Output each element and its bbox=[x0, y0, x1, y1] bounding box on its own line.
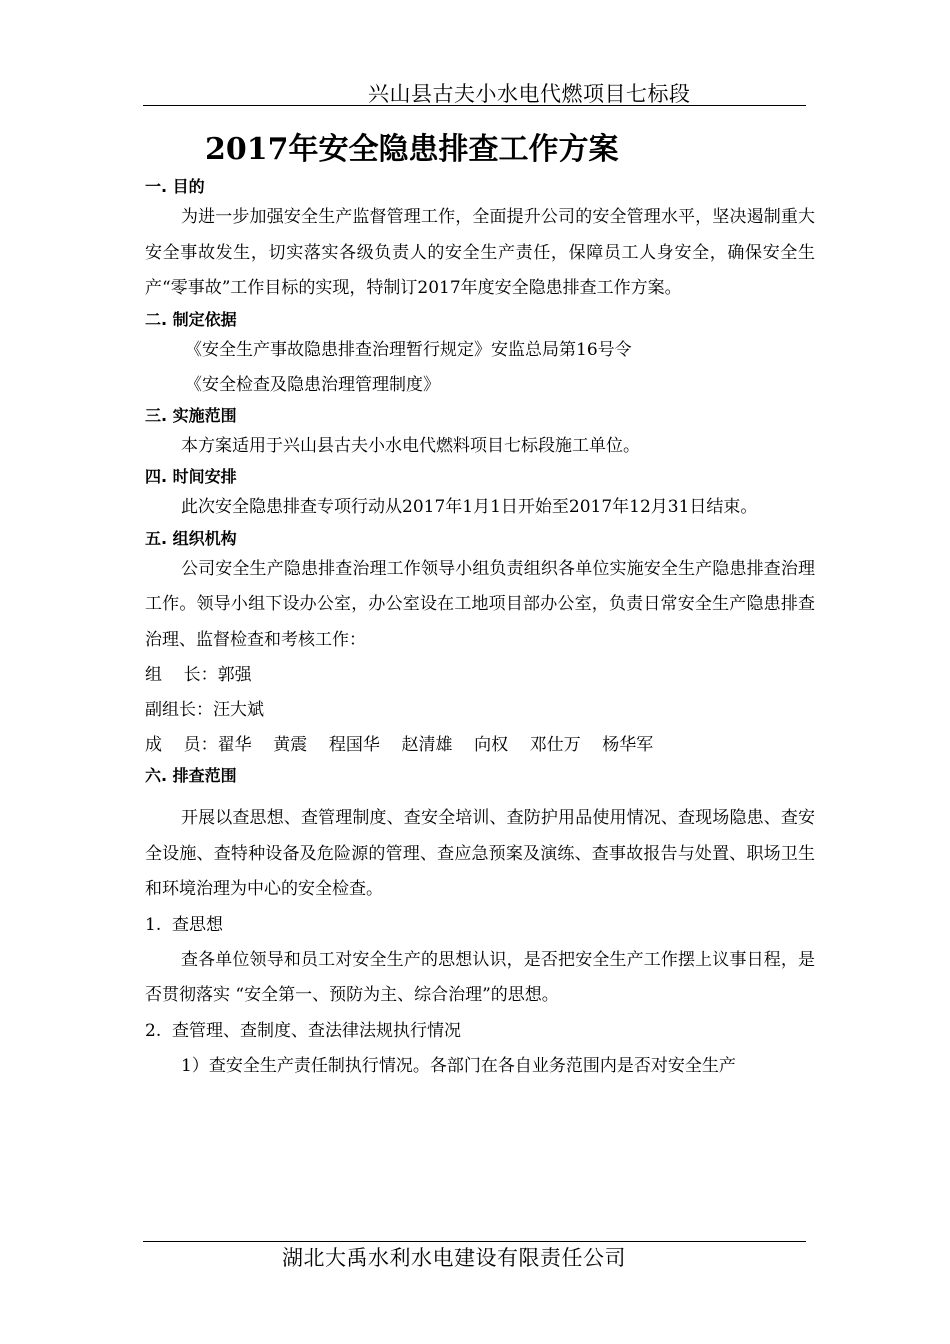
team-leader: 组 长：郭强 bbox=[145, 665, 252, 685]
paragraph-purpose: 为进一步加强安全生产监督管理工作，全面提升公司的安全管理水平，坚决遏制重大安全事故发生，切实落实各级负责人的安全生产责任，保障员工人身安全，确保安全生产“零事故”工作目标的实现，特制订2017年度安全隐患排查工作方案。 bbox=[145, 207, 815, 298]
header-project-name: 兴山县古夫小水电代燃项目七标段 bbox=[368, 82, 691, 106]
section-heading-inspection-scope: 六. 排查范围 bbox=[145, 766, 237, 785]
section-heading-scope: 三. 实施范围 bbox=[145, 405, 237, 425]
paragraph-scope: 本方案适用于兴山县古夫小水电代燃料项目七标段施工单位。 bbox=[181, 435, 640, 456]
spacer bbox=[145, 789, 815, 801]
basis-item-2: 《安全检查及隐患治理管理制度》 bbox=[185, 374, 440, 395]
paragraph-responsibility: 1）查安全生产责任制执行情况。各部门在各自业务范围内是否对安全生产 bbox=[181, 1055, 736, 1076]
basis-item-1: 《安全生产事故隐患排查治理暂行规定》安监总局第16号令 bbox=[185, 339, 632, 360]
document-title: 2017年安全隐患排查工作方案 bbox=[205, 132, 619, 167]
section-heading-schedule: 四. 时间安排 bbox=[145, 467, 237, 486]
paragraph-inspection-scope: 开展以查思想、查管理制度、查安全培训、查防护用品使用情况、查现场隐患、查安全设施、查特种设备及危险源的管理、查应急预案及演练、查事故报告与处置、职场卫生和环境治理为中心的安全检查。 bbox=[145, 808, 815, 899]
header-rule bbox=[143, 105, 806, 106]
section-heading-basis: 二. 制定依据 bbox=[145, 309, 237, 329]
section-heading-purpose: 一. 目的 bbox=[145, 177, 205, 196]
team-members: 成 员：翟华 黄震 程国华 赵清雄 向权 邓仕万 杨华军 bbox=[145, 735, 654, 755]
list-item-management: 2. 查管理、查制度、查法律法规执行情况 bbox=[145, 1020, 462, 1041]
section-heading-organization: 五. 组织机构 bbox=[145, 528, 237, 548]
footer-company-name: 湖北大禹水利水电建设有限责任公司 bbox=[282, 1246, 626, 1270]
paragraph-schedule: 此次安全隐患排查专项行动从2017年1月1日开始至2017年12月31日结束。 bbox=[181, 497, 758, 517]
list-item-thought: 1. 查思想 bbox=[145, 914, 224, 935]
paragraph-organization: 公司安全生产隐患排查治理工作领导小组负责组织各单位实施安全生产隐患排查治理工作。领导小组下设办公室，办公室设在工地项目部办公室，负责日常安全生产隐患排查治理、监督检查和考核工作： bbox=[145, 558, 815, 650]
paragraph-thought: 查各单位领导和员工对安全生产的思想认识，是否把安全生产工作摆上议事日程，是否贯彻落实 “安全第一、预防为主、综合治理”的思想。 bbox=[145, 949, 815, 1005]
document-body bbox=[145, 174, 815, 1084]
team-deputy: 副组长：汪大斌 bbox=[145, 700, 264, 720]
